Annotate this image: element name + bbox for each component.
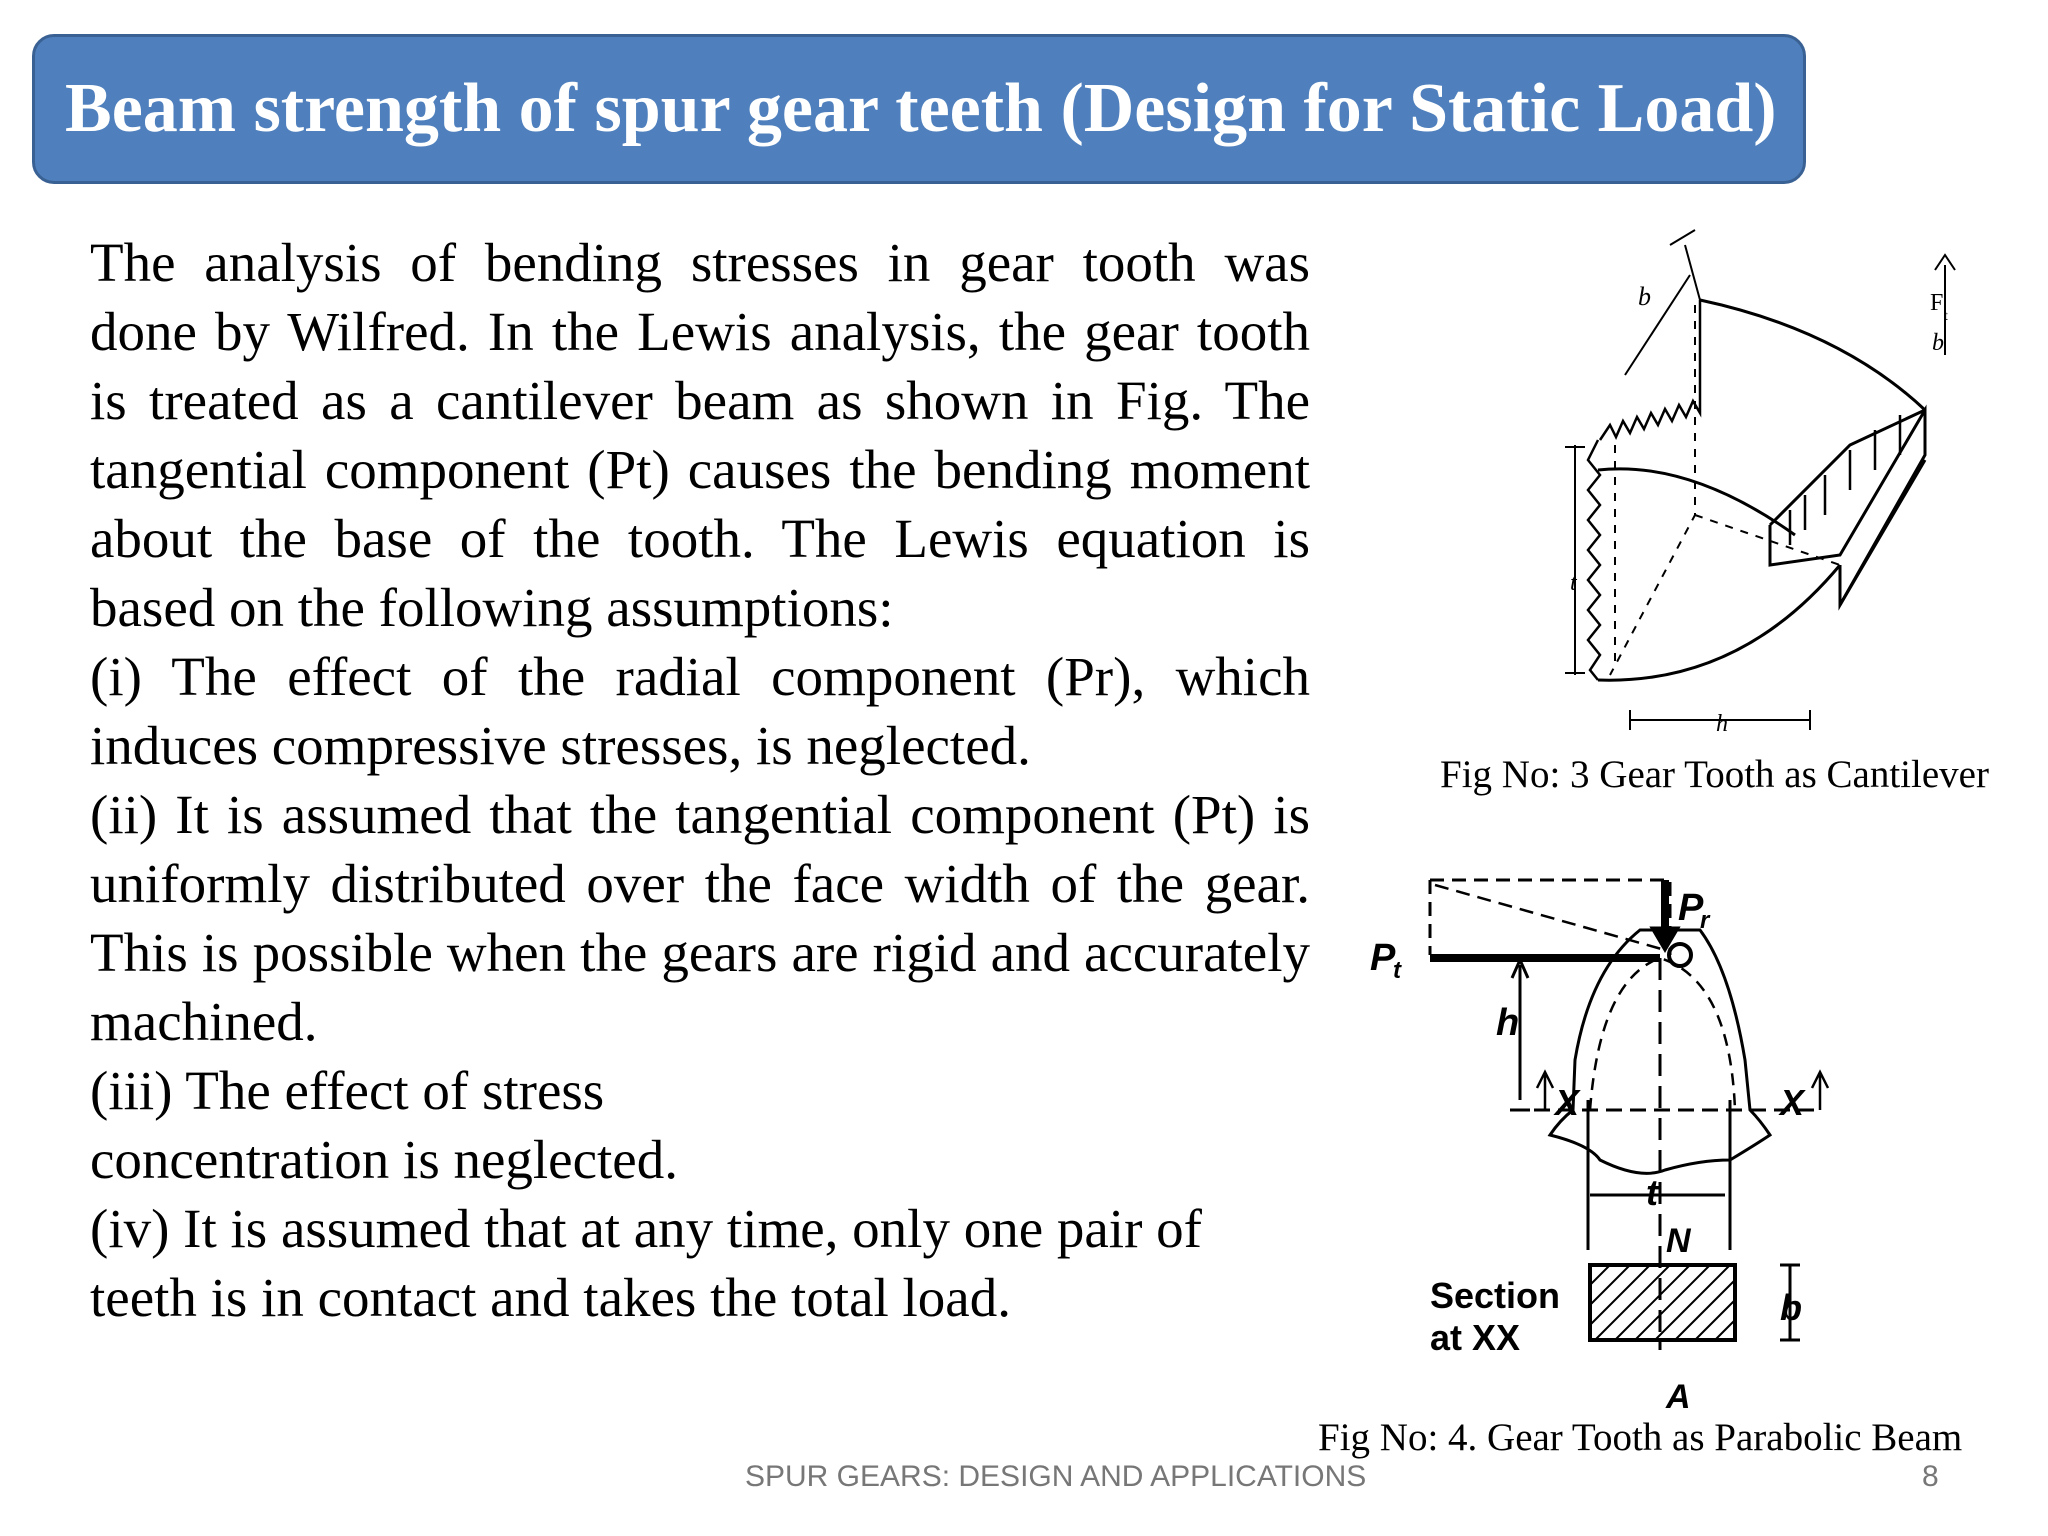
parabolic-beam-figure	[1360, 860, 1940, 1415]
fig3-label-ft-sub: t	[1944, 309, 1948, 324]
contact-point-o	[1669, 944, 1691, 966]
fig4-label-h: h	[1496, 1002, 1520, 1044]
fig3-label-b: b	[1638, 282, 1651, 311]
figure3-caption: Fig No: 3 Gear Tooth as Cantilever	[1440, 753, 1989, 796]
fig3-label-ft-den: b	[1932, 330, 1944, 356]
section-hatching	[1590, 1265, 1735, 1340]
fig4-label-pt: P	[1370, 937, 1396, 979]
fig4-label-pr-sub: r	[1700, 907, 1710, 934]
figure4-caption: Fig No: 4. Gear Tooth as Parabolic Beam	[1318, 1416, 1963, 1459]
intro-paragraph: The analysis of bending stresses in gear tooth was done by Wilfred. In the Lewis analysis, the gear tooth is treated as a cantilever beam as shown in Fig. The tangential component (Pt) causes the bending moment about the base of the tooth. The Lewis equation is based on the following assumptions:	[90, 232, 1310, 638]
tooth-middle-curve	[1598, 469, 1795, 535]
fig4-label-pt-sub: t	[1393, 957, 1401, 984]
cantilever-tooth-figure	[1530, 225, 1960, 745]
tooth-top-curve	[1700, 300, 1925, 410]
body-text	[90, 228, 1310, 1332]
section-label-line2: at XX	[1430, 1317, 1521, 1358]
fig4-label-b: b	[1780, 1287, 1802, 1328]
fig3-label-h: h	[1716, 711, 1728, 737]
fig4-label-a: A	[1666, 1378, 1691, 1415]
fig3-label-t: t	[1570, 570, 1577, 596]
fig4-label-x-right: X	[1780, 1082, 1805, 1123]
assumption-3: (iii) The effect of stress concentration is neglected.	[90, 1060, 678, 1190]
tooth-bottom-curve	[1598, 565, 1840, 680]
fig4-label-x-left: X	[1555, 1082, 1580, 1123]
slide-title: Beam strength of spur gear teeth (Design for Static Load)	[65, 70, 1777, 147]
section-label-line1: Section	[1430, 1275, 1561, 1316]
zigzag-side-edge	[1588, 440, 1600, 680]
fig4-label-n: N	[1666, 1222, 1691, 1260]
assumption-4: (iv) It is assumed that at any time, only one pair of teeth is in contact and takes the total load.	[90, 1198, 1202, 1328]
fig3-label-ft: F	[1930, 290, 1944, 316]
assumption-2: (ii) It is assumed that the tangential component (Pt) is uniformly distributed over the face width of the gear. This is possible when the gears are rigid and accurately machined.	[90, 784, 1310, 1052]
fig4-label-pr: P	[1678, 887, 1704, 929]
footer-title: SPUR GEARS: DESIGN AND APPLICATIONS	[745, 1460, 1367, 1493]
assumption-1: (i) The effect of the radial component (Pr), which induces compressive stresses, is neglected.	[90, 646, 1310, 776]
title-banner	[32, 34, 1806, 184]
zigzag-top-edge	[1600, 300, 1700, 440]
fig4-label-t: t	[1646, 1172, 1658, 1213]
page-number: 8	[1922, 1460, 1939, 1493]
